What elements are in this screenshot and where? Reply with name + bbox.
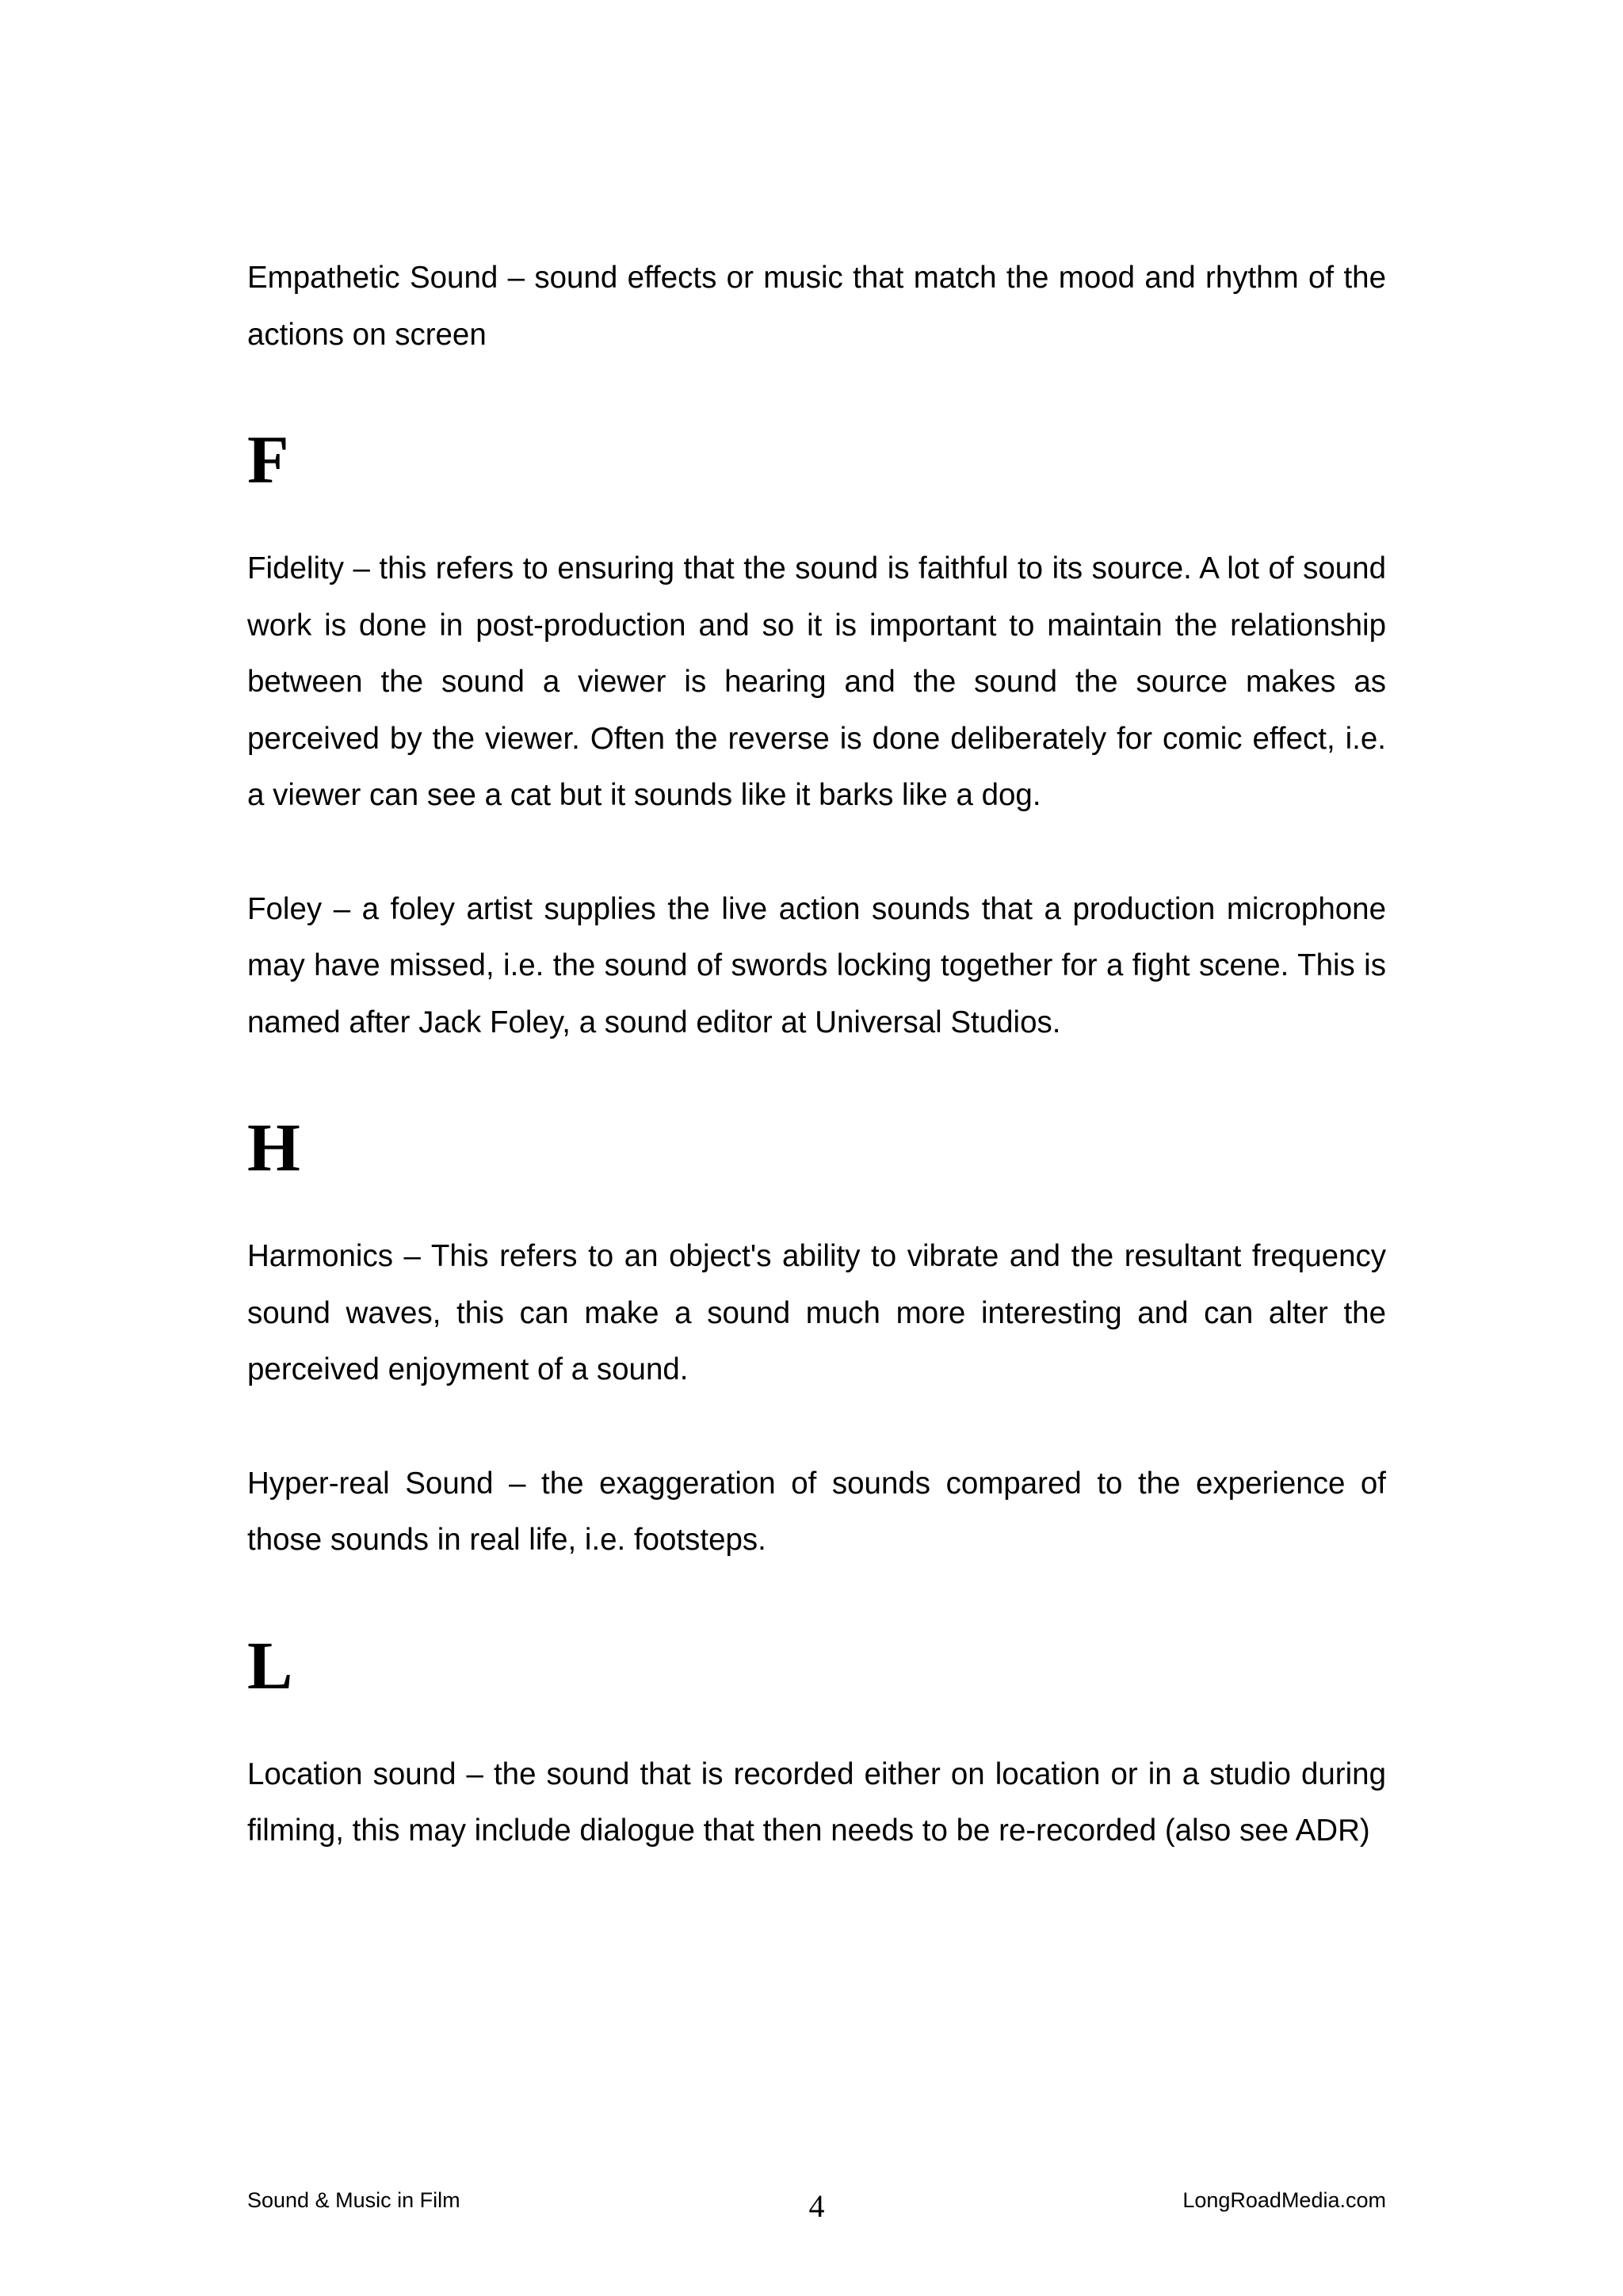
page-footer [247,2184,1386,2232]
section-letter-h: H [247,1109,300,1185]
glossary-entry-foley: Foley – a foley artist supplies the live action sounds that a production microphone may have missed, i.e. the sound of swords locking together for a fight scene. This is named after Jack Foley, a sound editor at Universal Studios. [247,891,1386,1039]
footer-document-title: Sound & Music in Film [247,2188,460,2212]
glossary-entry-fidelity: Fidelity – this refers to ensuring that the sound is faithful to its source. A lot of sound work is done in post-production and so it is important to maintain the relationship between the sound a viewer is hearing and the sound the source makes as perceived by the viewer. Often the reverse is done deliberately for comic effect, i.e. a viewer can see a cat but it sounds like it barks like a dog. [247,551,1386,812]
glossary-entry-empathetic-sound: Empathetic Sound – sound effects or music that match the mood and rhythm of the actions on screen [247,261,1386,352]
section-letter-f: F [247,421,289,498]
section-letter-l: L [247,1627,293,1703]
footer-page-number: 4 [808,2188,825,2224]
glossary-entry-location-sound: Location sound – the sound that is recorded either on location or in a studio during filming, this may include dialogue that then needs to be re-recorded (also see ADR) [247,1756,1386,1848]
glossary-entry-hyper-real-sound: Hyper-real Sound – the exaggeration of sounds compared to the experience of those sounds in real life, i.e. footsteps. [247,1466,1386,1557]
footer-website: LongRoadMedia.com [1182,2188,1386,2212]
glossary-content [247,250,1386,1859]
glossary-entry-harmonics: Harmonics – This refers to an object's ability to vibrate and the resultant frequency sound waves, this can make a sound much more interesting and can alter the perceived enjoyment of a sound. [247,1239,1386,1386]
